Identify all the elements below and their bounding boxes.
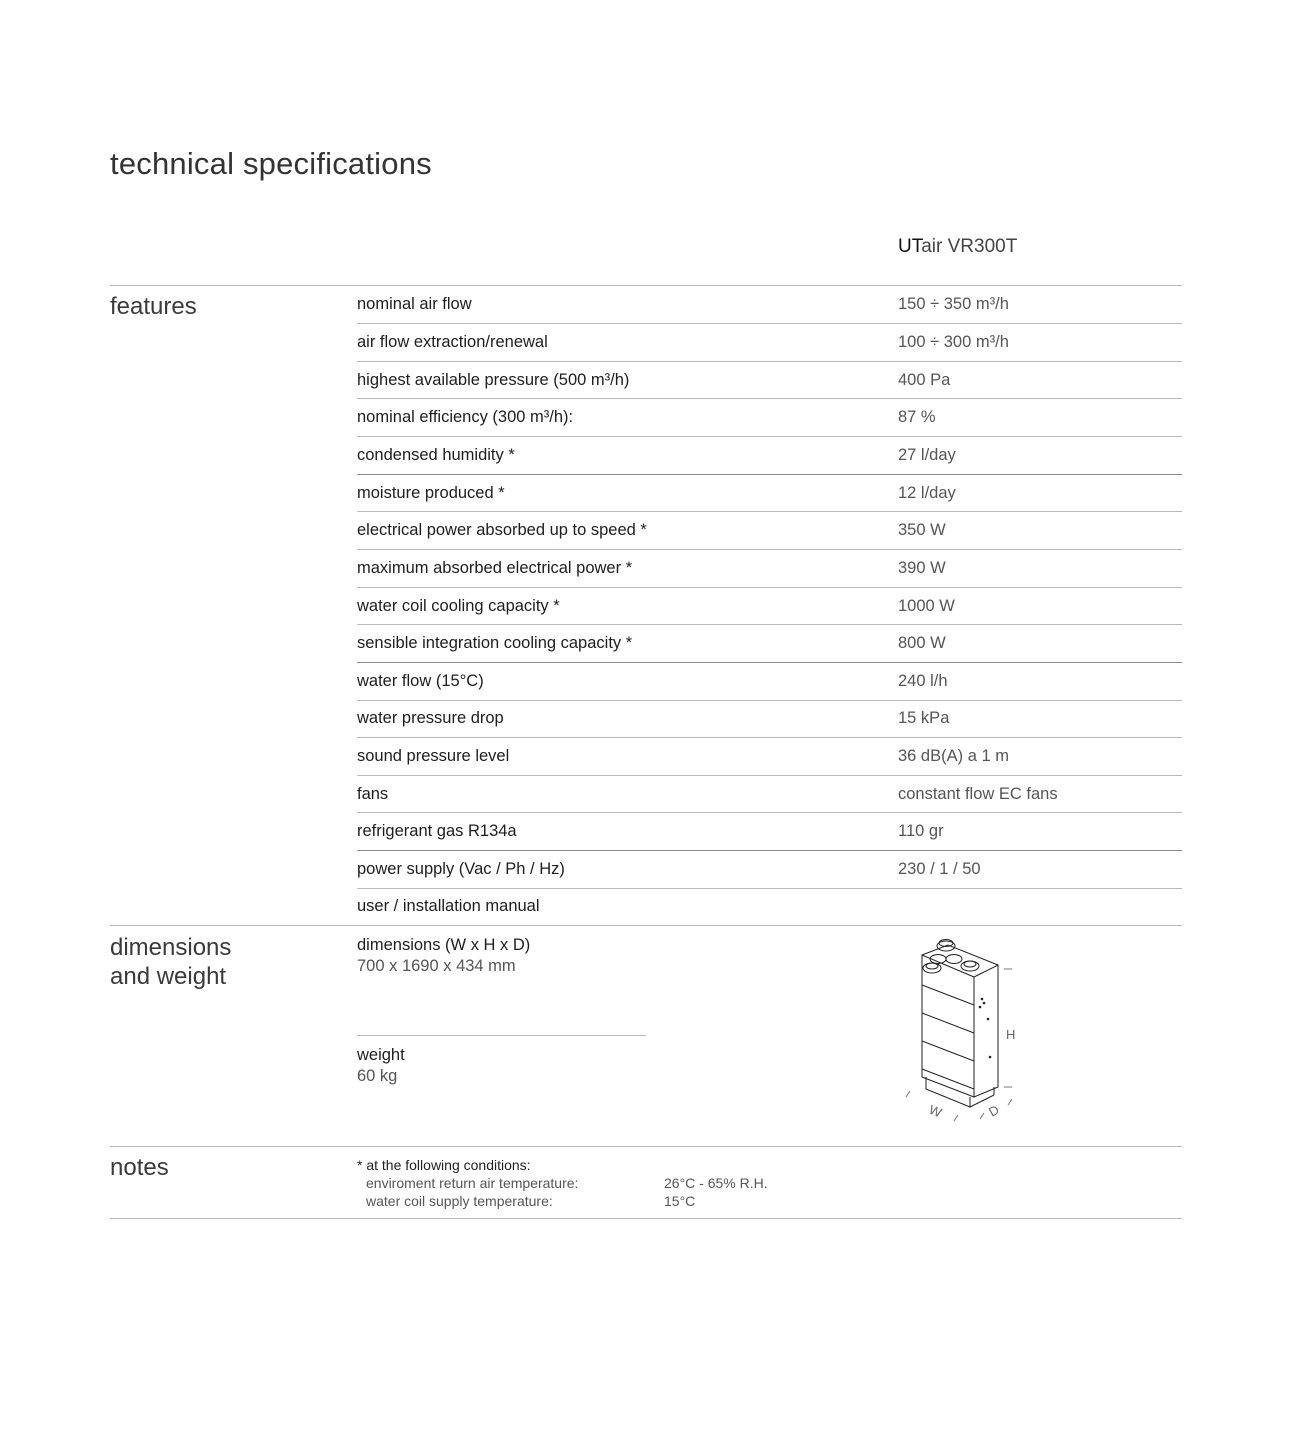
notes-row-value: 15°C — [664, 1193, 696, 1209]
row-divider — [357, 812, 1182, 813]
top-divider — [110, 285, 1182, 286]
depth-label: D — [986, 1101, 1002, 1120]
feature-label: highest available pressure (500 m³/h) — [357, 371, 630, 389]
row-divider — [357, 888, 1182, 889]
feature-label: moisture produced * — [357, 484, 505, 502]
feature-label: electrical power absorbed up to speed * — [357, 521, 647, 539]
feature-value: 400 Pa — [898, 371, 951, 389]
weight-label: weight — [357, 1046, 405, 1064]
weight-block — [357, 1045, 405, 1087]
feature-label: water pressure drop — [357, 709, 504, 727]
feature-value: 390 W — [898, 559, 946, 577]
row-divider — [357, 361, 1182, 362]
row-divider — [357, 398, 1182, 399]
model-brand: UT — [898, 236, 922, 257]
section-divider — [110, 925, 1182, 926]
notes-row-value: 26°C - 65% R.H. — [664, 1175, 768, 1191]
model-suffix: air VR300T — [921, 236, 1018, 257]
feature-value: 150 ÷ 350 m³/h — [898, 295, 1009, 313]
feature-label: fans — [357, 785, 389, 803]
dimensions-value: 700 x 1690 x 434 mm — [357, 957, 516, 975]
feature-value: 800 W — [898, 634, 946, 652]
feature-value: 230 / 1 / 50 — [898, 860, 981, 878]
notes-intro: * at the following conditions: — [357, 1157, 531, 1173]
feature-label: air flow extraction/renewal — [357, 333, 548, 351]
feature-value: 110 gr — [898, 822, 944, 840]
dimensions-divider — [357, 1035, 646, 1036]
row-divider — [357, 737, 1182, 738]
feature-value: 27 l/day — [898, 446, 956, 464]
row-divider — [357, 587, 1182, 588]
feature-value: 87 % — [898, 408, 936, 426]
width-label: W — [926, 1101, 944, 1121]
row-divider — [357, 323, 1182, 324]
feature-value: 12 l/day — [898, 484, 956, 502]
feature-label: power supply (Vac / Ph / Hz) — [357, 860, 565, 878]
row-divider — [357, 624, 1182, 625]
unit-drawing-svg — [896, 937, 1036, 1127]
feature-value: 350 W — [898, 521, 946, 539]
feature-label: condensed humidity * — [357, 446, 515, 464]
section-label-notes: notes — [110, 1154, 169, 1181]
row-divider — [357, 700, 1182, 701]
height-label: H — [1006, 1027, 1016, 1042]
feature-label: user / installation manual — [357, 897, 540, 915]
feature-value: 1000 W — [898, 597, 955, 615]
notes-row-label: enviroment return air temperature: — [366, 1175, 579, 1191]
row-divider — [357, 549, 1182, 550]
section-divider — [110, 1146, 1182, 1147]
section-label-features: features — [110, 293, 197, 320]
model-name — [898, 236, 1017, 258]
row-divider — [357, 662, 1182, 663]
section-label-dimensions — [110, 933, 231, 991]
feature-value: 15 kPa — [898, 709, 950, 727]
feature-value: 36 dB(A) a 1 m — [898, 747, 1009, 765]
row-divider — [357, 511, 1182, 512]
feature-label: water coil cooling capacity * — [357, 597, 560, 615]
notes-row-label: water coil supply temperature: — [366, 1193, 553, 1209]
dimensions-block — [357, 935, 530, 977]
feature-label: maximum absorbed electrical power * — [357, 559, 633, 577]
feature-label: water flow (15°C) — [357, 672, 484, 690]
feature-value: constant flow EC fans — [898, 785, 1058, 803]
row-divider — [357, 436, 1182, 437]
feature-value: 100 ÷ 300 m³/h — [898, 333, 1009, 351]
feature-value: 240 l/h — [898, 672, 948, 690]
feature-label: nominal efficiency (300 m³/h): — [357, 408, 574, 426]
feature-label: sensible integration cooling capacity * — [357, 634, 633, 652]
unit-drawing — [896, 937, 1036, 1132]
section-label-dimensions-line1: dimensions — [110, 934, 232, 961]
feature-label: sound pressure level — [357, 747, 510, 765]
feature-label: refrigerant gas R134a — [357, 822, 517, 840]
weight-value: 60 kg — [357, 1067, 398, 1085]
row-divider — [357, 474, 1182, 475]
row-divider — [357, 775, 1182, 776]
row-divider — [357, 850, 1182, 851]
dimensions-label: dimensions (W x H x D) — [357, 936, 531, 954]
bottom-divider — [110, 1218, 1182, 1219]
page-title: technical specifications — [110, 146, 432, 181]
feature-label: nominal air flow — [357, 295, 472, 313]
section-label-dimensions-line2: and weight — [110, 963, 227, 990]
